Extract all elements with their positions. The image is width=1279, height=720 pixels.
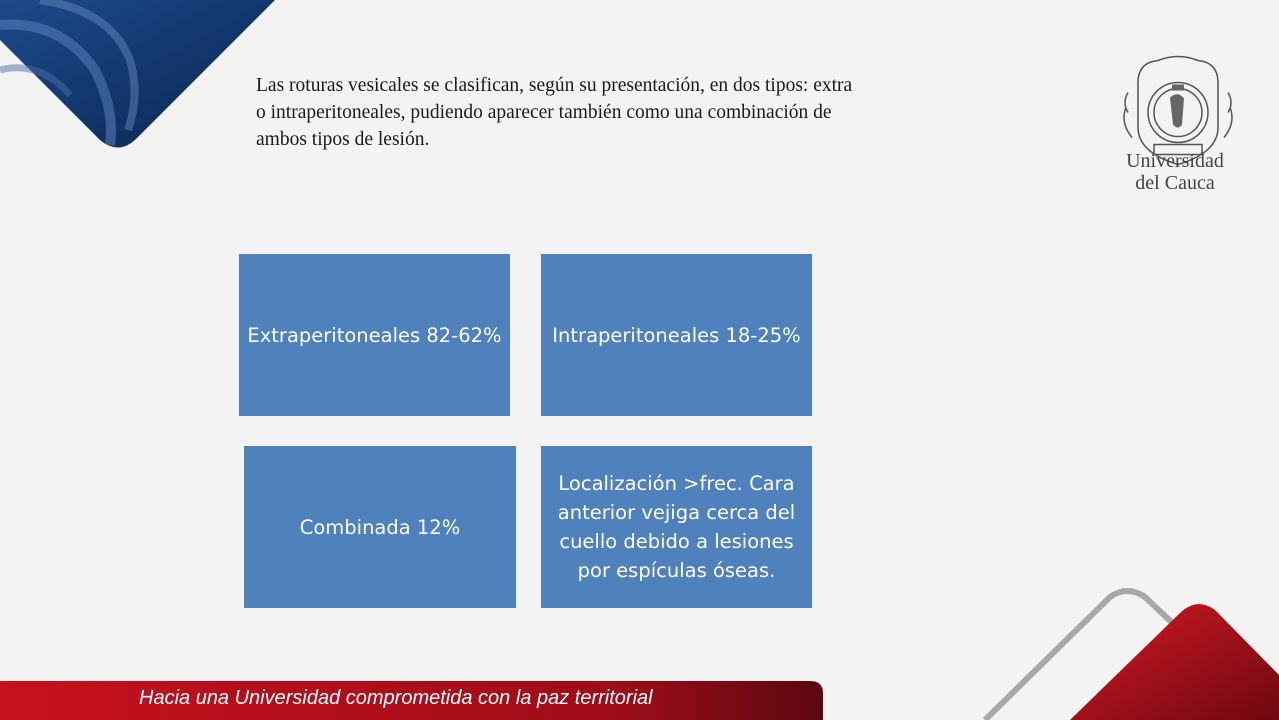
intro-paragraph: Las roturas vesicales se clasifican, según su presentación, en dos tipos: extra o intraperitoneales, pudiendo aparecer también como una combinación de ambos tipos de lesión. [256, 75, 853, 150]
footer-slogan: Hacia una Universidad comprometida con la paz territorial [139, 687, 653, 709]
intraperitoneal-label: Intraperitoneales 18-25% [552, 323, 801, 347]
university-name-line2: del Cauca [1135, 172, 1215, 194]
combined-box [244, 446, 516, 608]
corner-decoration-top [0, 0, 280, 160]
extraperitoneal-box [239, 254, 510, 416]
corner-decoration-bottom [975, 585, 1279, 720]
university-name [1100, 150, 1250, 194]
combined-label: Combinada 12% [299, 515, 461, 539]
intraperitoneal-box [541, 254, 812, 416]
university-name-line1: Universidad [1126, 150, 1224, 172]
location-box [541, 446, 812, 608]
extraperitoneal-label: Extraperitoneales 82-62% [247, 323, 502, 347]
location-label: Localización >frec. Cara anterior vejiga cerca del cuello debido a lesiones por espículas óseas. [557, 472, 796, 582]
